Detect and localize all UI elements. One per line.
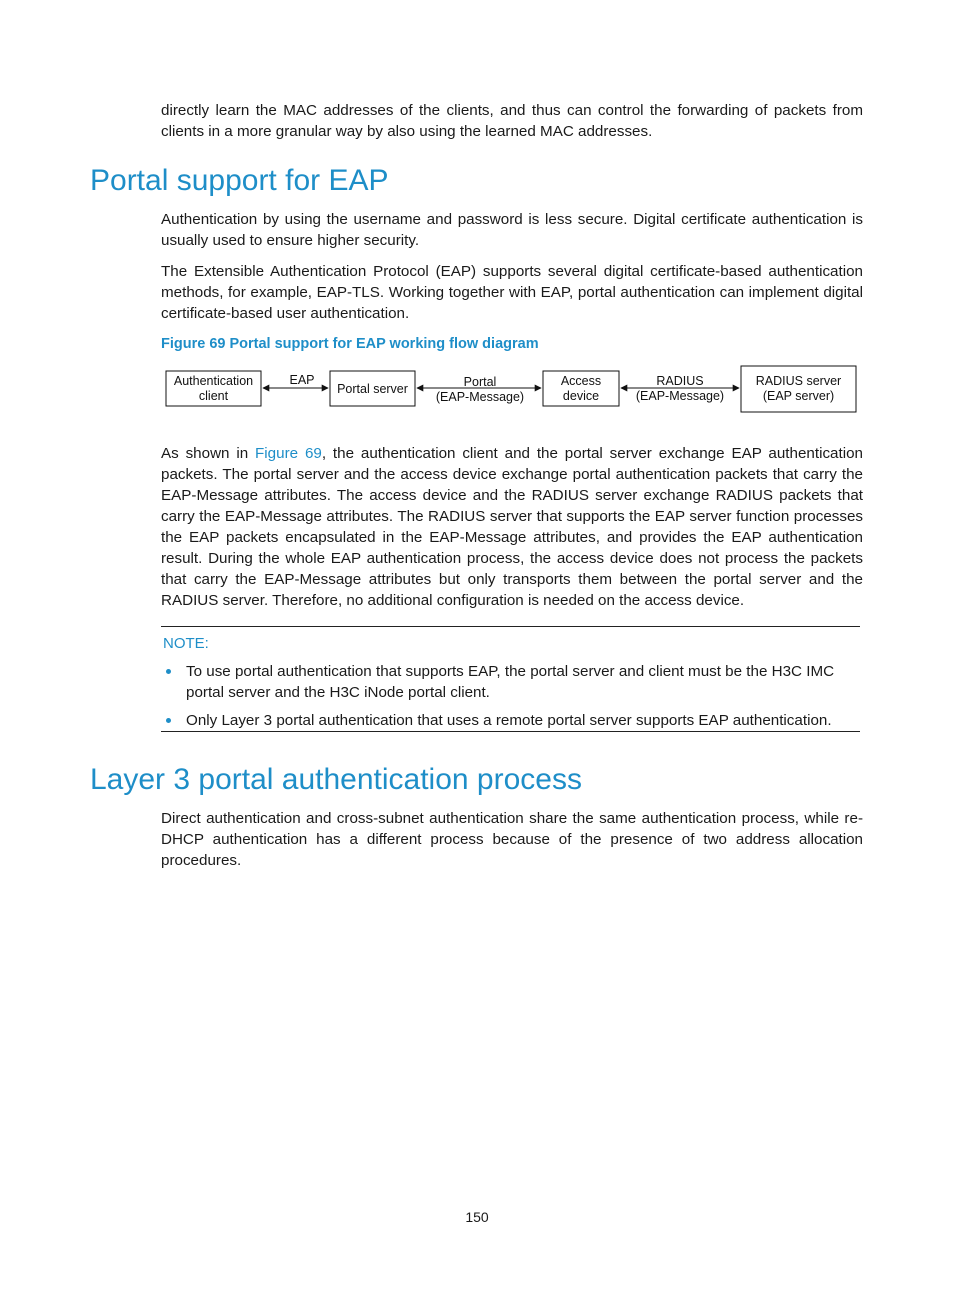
portal-eap-message-label: (EAP-Message) (435, 390, 525, 404)
paragraph-auth-process: Direct authentication and cross-subnet authentication share the same authentication process, while re-DHCP authentication has a different process because of the presence of two address allocation procedures. (161, 810, 863, 869)
access-label-1: Access (560, 374, 602, 388)
radius-protocol-label: RADIUS (656, 374, 704, 388)
paragraph-eap-intro: The Extensible Authentication Protocol (EAP) supports several digital certificate-based authentication methods, for example, EAP-TLS. Working together with EAP, portal authentication can implement digital certificate-based user authentication. (161, 263, 863, 322)
client-label-2: client (198, 389, 229, 403)
section-heading-portal-eap: Portal support for EAP (90, 164, 389, 197)
radius-server-label-2: (EAP server) (762, 389, 835, 403)
note-top-rule (161, 626, 860, 627)
eap-label: EAP (289, 373, 315, 387)
paragraph-eap-flow (161, 443, 863, 611)
portal-server-label: Portal server (337, 382, 408, 396)
client-label-1: Authentication (173, 374, 254, 388)
note-item: To use portal authentication that supports EAP, the portal server and client must be the H3C IMC portal server and the H3C iNode portal client. (186, 663, 835, 701)
figure-69-link[interactable]: Figure 69 (255, 445, 322, 462)
radius-server-label-1: RADIUS server (755, 374, 842, 388)
portal-protocol-label: Portal (463, 375, 497, 389)
access-label-2: device (562, 389, 600, 403)
bullet-icon (166, 669, 171, 674)
intro-paragraph: directly learn the MAC addresses of the clients, and thus can control the forwarding of packets from clients in a more granular way by also using the learned MAC addresses. (161, 102, 863, 140)
figure-caption: Figure 69 Portal support for EAP working flow diagram (161, 336, 539, 352)
note-label: NOTE: (163, 635, 209, 652)
note-item: Only Layer 3 portal authentication that uses a remote portal server supports EAP authentication. (186, 712, 832, 729)
bullet-icon (166, 718, 171, 723)
note-bottom-rule (161, 731, 860, 732)
paragraph-prefix: As shown in (161, 445, 256, 462)
page-number: 150 (465, 1209, 489, 1225)
paragraph-auth-security: Authentication by using the username and password is less secure. Digital certificate authentication is usually used to ensure higher security. (161, 211, 863, 249)
paragraph-rest: , the authentication client and the portal server exchange EAP authentication packets. The portal server and the access device exchange portal authentication packets that carry the EAP-Message attributes. The access device and the RADIUS server exchange RADIUS packets that carry the EAP-Message attributes. The RADIUS server that supports the EAP server function processes the EAP packets encapsulated in the EAP-Message attributes, and provides the EAP authentication result. During the whole EAP authentication process, the access device does not process the packets that carry the EAP-Message attributes but only transports them between the portal server and the RADIUS server. Therefore, no additional configuration is needed on the access device. (161, 445, 863, 609)
radius-eap-message-label: (EAP-Message) (635, 389, 725, 403)
section-heading-layer3-process: Layer 3 portal authentication process (90, 763, 582, 796)
